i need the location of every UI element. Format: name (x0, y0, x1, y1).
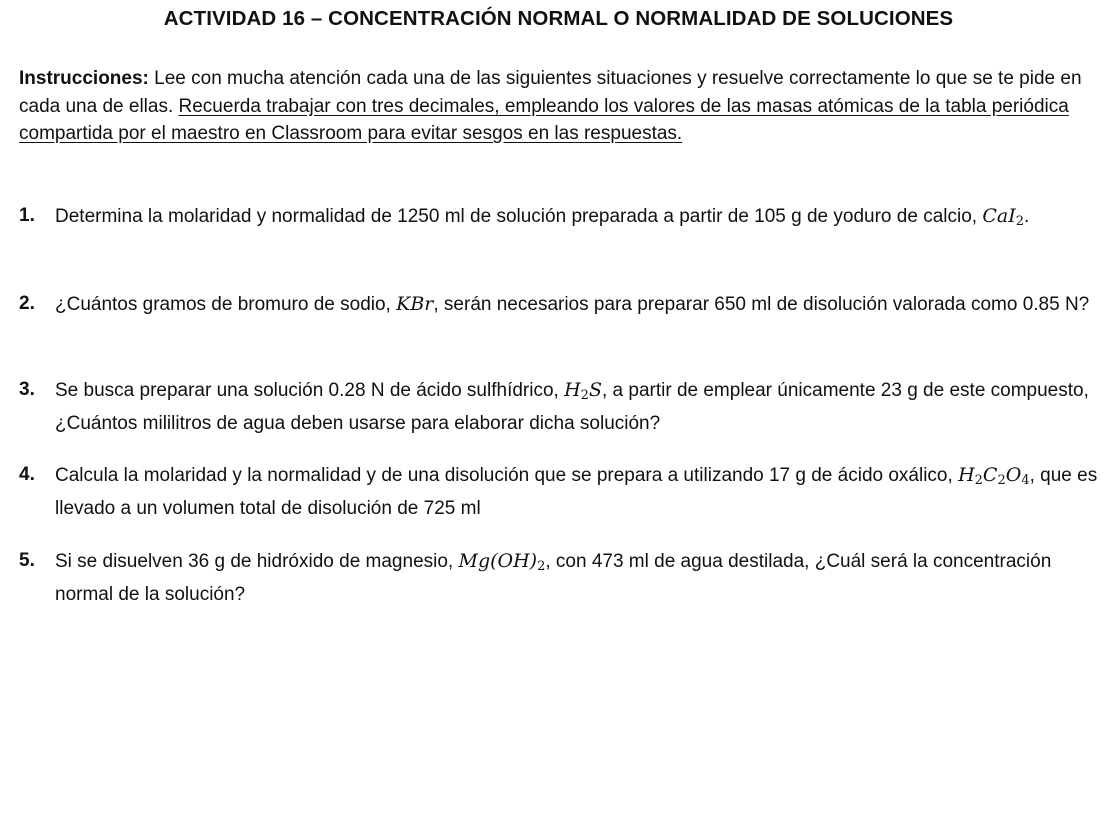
question-text (55, 461, 1105, 523)
formula-part: H (958, 464, 975, 486)
question-number: 1. (19, 205, 35, 226)
instructions-underlined-note: Recuerda trabajar con tres decimales, empleando los valores de las masas atómicas de la tabla periódica compartida por el maestro en Classroom para evitar sesgos en las respuestas. (19, 95, 1069, 144)
formula-subscript: 4 (1021, 473, 1030, 488)
question-number: 2. (19, 293, 35, 314)
chemical-formula (458, 550, 545, 572)
formula-part: O (1005, 464, 1022, 486)
page-title: ACTIVIDAD 16 – CONCENTRACIÓN NORMAL O NORMALIDAD DE SOLUCIONES (163, 7, 954, 30)
formula-subscript: 2 (580, 388, 589, 403)
question-number: 3. (19, 379, 35, 400)
question-text-before: Si se disuelven 36 g de hidróxido de magnesio, (55, 551, 459, 572)
instructions-paragraph (19, 65, 1099, 148)
question-text-before: ¿Cuántos gramos de bromuro de sodio, (55, 294, 397, 315)
chemical-formula (564, 379, 602, 401)
instructions-label: Instrucciones (19, 68, 143, 89)
chemical-formula (958, 464, 1030, 486)
formula-subscript: 2 (1015, 214, 1024, 229)
instructions-colon: : (142, 68, 149, 89)
question-text-after: , con 473 ml de agua destilada, ¿Cuál será la concentración normal de la solución? (55, 551, 1052, 605)
question-text (55, 202, 1105, 236)
question-text-before: Se busca preparar una solución 0.28 N de ácido sulfhídrico, (55, 380, 565, 401)
instructions-text: Lee con mucha atención cada una de las siguientes situaciones y resuelve correctamente lo que se te pide en cada una de ellas. (19, 68, 1082, 117)
question-text-after: , a partir de emplear únicamente 23 g de este compuesto, ¿Cuántos mililitros de agua deben usarse para elaborar dicha solución? (55, 380, 1089, 434)
question-text-after: , serán necesarios para preparar 650 ml de disolución valorada como 0.85 N? (433, 294, 1090, 315)
chemical-formula (396, 293, 433, 315)
question-text (55, 290, 1105, 319)
question-text (55, 547, 1105, 609)
question-number: 4. (19, 464, 35, 485)
formula-part: KBr (396, 293, 434, 315)
question-text-after: . (1023, 206, 1030, 227)
question-text-after: , que es llevado a un volumen total de disolución de 725 ml (55, 465, 1098, 519)
question-number: 5. (19, 550, 35, 571)
question-text (55, 376, 1105, 438)
formula-part: C (982, 464, 998, 486)
formula-part: Mg(OH) (458, 550, 538, 572)
formula-part: CaI (982, 205, 1016, 227)
question-text-before: Calcula la molaridad y la normalidad y de una disolución que se prepara a utilizando 17 g de ácido oxálico, (55, 465, 959, 486)
question-text-before: Determina la molaridad y normalidad de 1250 ml de solución preparada a partir de 105 g de yoduro de calcio, (55, 206, 983, 227)
formula-subscript: 2 (537, 559, 546, 574)
chemical-formula (982, 205, 1024, 227)
formula-part: H (564, 379, 581, 401)
formula-subscript: 2 (974, 473, 983, 488)
formula-subscript: 2 (997, 473, 1006, 488)
formula-part: S (588, 379, 602, 401)
